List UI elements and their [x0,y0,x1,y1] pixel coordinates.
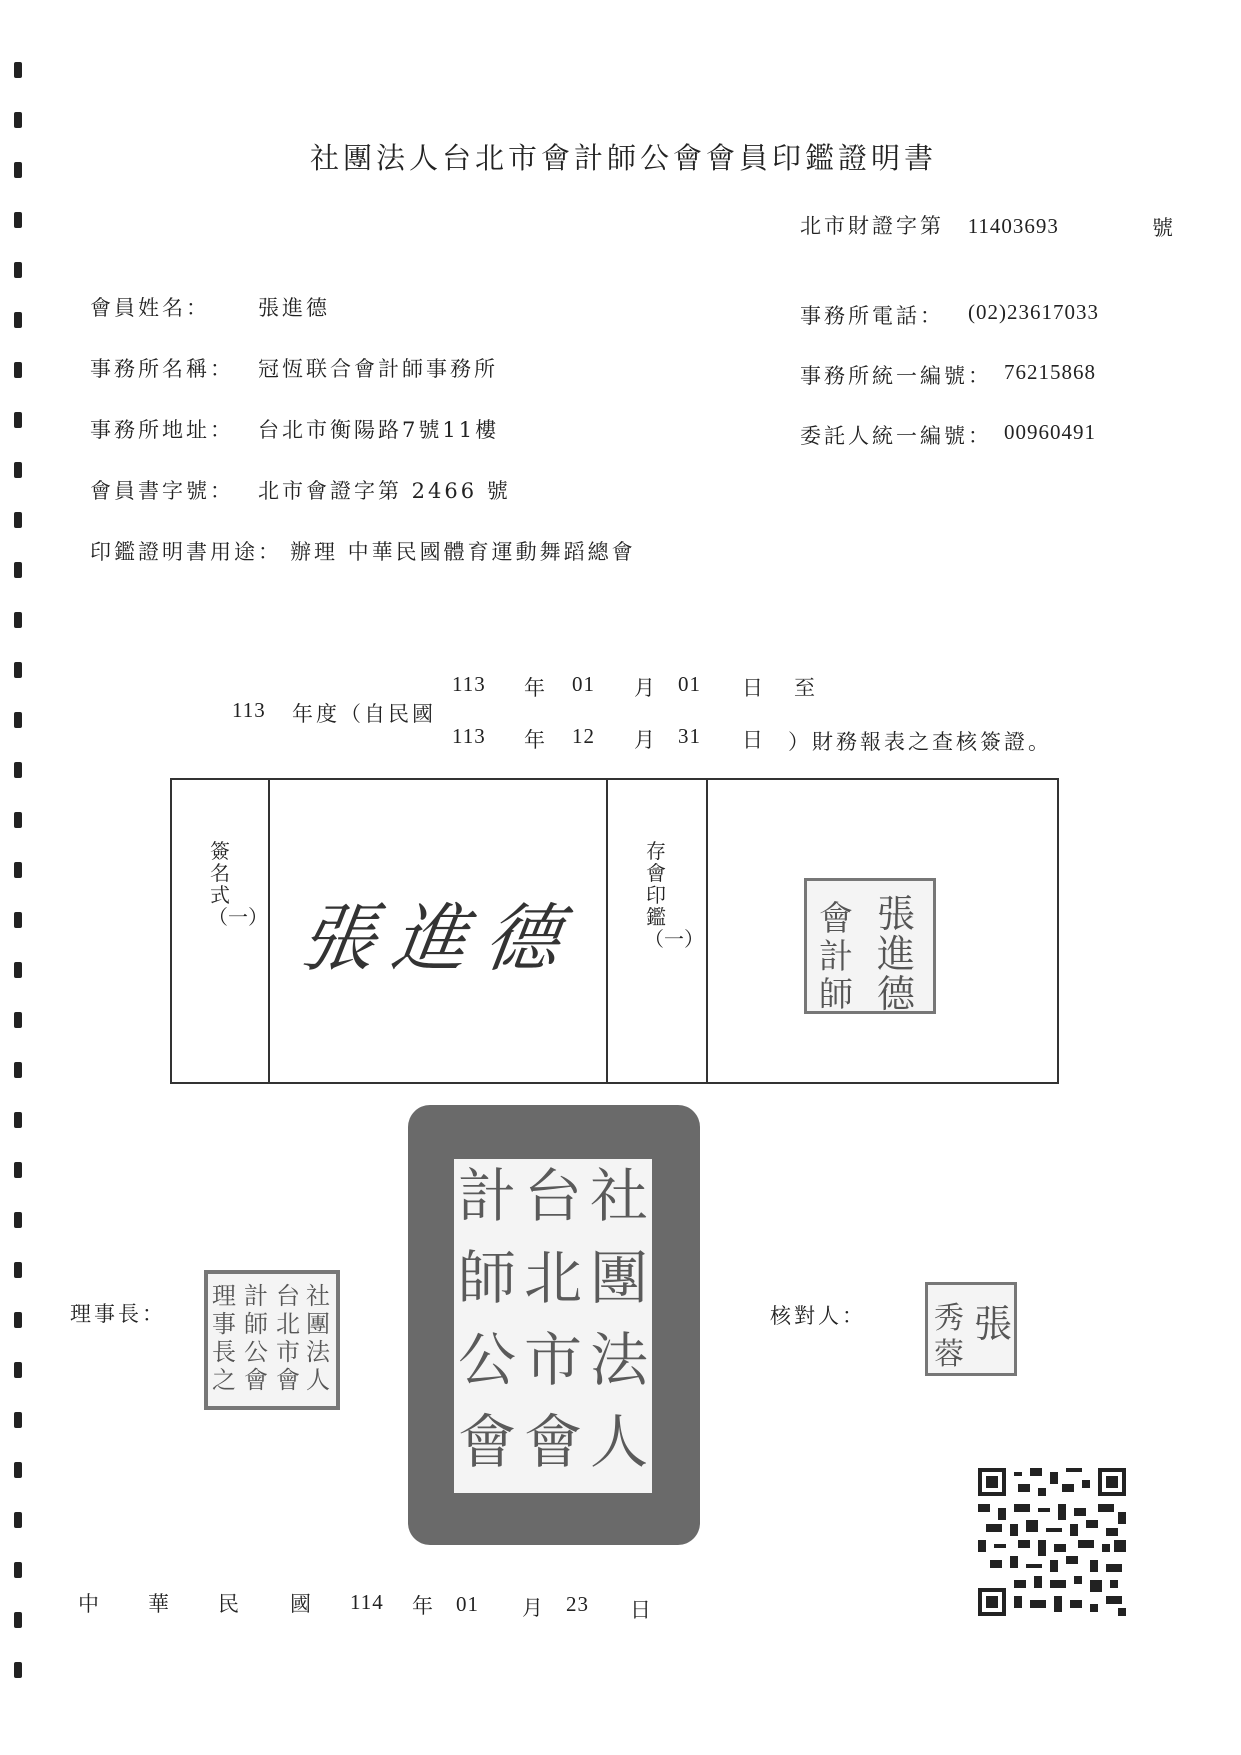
seal-char: 理 [212,1282,236,1310]
member-name-value: 張進德 [258,296,330,320]
cert-number-row [800,210,1059,240]
era-char: 中 [78,1592,102,1616]
period-to-year-unit: 年 [524,728,548,752]
seal-char: 團 [306,1310,330,1338]
seal-char: 長 [212,1338,236,1366]
seal-char: 師 [244,1310,268,1338]
client-tax-id-value: 00960491 [1004,420,1096,444]
seal-char: 社 [306,1282,330,1310]
period-from-month: 01 [572,672,595,696]
period-from-year-unit: 年 [524,676,548,700]
seal-char: 進 [877,932,916,976]
association-seal [408,1105,700,1545]
purpose-label: 印鑑證明書用途： [90,540,282,564]
period-to-month: 12 [572,724,595,748]
seal-char: 德 [877,972,916,1016]
seal-char: 人 [589,1408,648,1476]
signature-table [170,778,1059,1084]
seal-char: 會 [819,899,853,939]
seal-char: 法 [589,1326,648,1394]
seal-char: 會 [523,1408,582,1476]
checker-seal [925,1282,1017,1376]
seal-char: 團 [589,1244,648,1312]
seal-char: 蓉 [934,1337,964,1372]
seal-char: 社 [589,1162,648,1230]
seal-char: 會 [457,1408,516,1476]
seal-char: 計 [819,937,853,977]
date-day-unit: 日 [630,1598,654,1622]
seal-char: 事 [212,1310,236,1338]
seal-char: 市 [523,1326,582,1394]
seal-char: 張 [974,1302,1013,1346]
firm-name-value: 冠恆联合會計師事務所 [258,357,498,381]
era-char: 國 [290,1592,314,1616]
fiscal-year: 113 [232,698,266,722]
period-from-month-unit: 月 [634,676,658,700]
seal-char: 台 [523,1162,582,1230]
seal-char: 秀 [934,1301,964,1336]
member-name-label: 會員姓名： [90,296,210,320]
client-tax-id-label: 委託人統一編號： [800,424,992,448]
member-cert-value: 北市會證字第 2466 號 [258,479,511,503]
firm-tax-id-label: 事務所統一編號： [800,364,992,388]
firm-phone-label: 事務所電話： [800,304,944,328]
seal-char: 人 [306,1366,330,1394]
chairman-seal [204,1270,340,1410]
fiscal-year-label: 年度（自民國 [292,702,436,726]
qr-code-icon [978,1468,1126,1616]
checker-label: 核對人： [770,1304,866,1328]
date-day: 23 [566,1592,589,1616]
period-to-word: 至 [794,676,818,700]
firm-address-label: 事務所地址： [90,418,234,442]
seal-char: 會 [276,1366,300,1394]
seal-char: 北 [523,1244,582,1312]
period-closing: ）財務報表之查核簽證。 [788,730,1052,754]
seal-char: 師 [457,1244,516,1312]
seal-char: 公 [244,1338,268,1366]
era-char: 華 [148,1592,172,1616]
period-to-month-unit: 月 [634,728,658,752]
seal-char: 之 [212,1366,236,1394]
seal-char: 公 [457,1326,516,1394]
period-from-day-unit: 日 [742,676,766,700]
period-from-year: 113 [452,672,486,696]
seal-char: 師 [819,975,853,1015]
era-char: 民 [218,1592,242,1616]
association-seal-inner [454,1159,652,1493]
document-title: 社團法人台北市會計師公會會員印鑑證明書 [310,141,938,175]
date-year: 114 [350,1590,384,1614]
cert-number-prefix: 北市財證字第 [800,214,944,238]
purpose-value: 辦理 中華民國體育運動舞蹈總會 [290,540,636,564]
seal-label: 存會印鑑（一） [644,839,704,951]
table-divider [706,780,708,1082]
chairman-label: 理事長： [70,1302,166,1326]
cert-number-suffix: 號 [1152,216,1176,240]
table-divider [268,780,270,1082]
period-to-year: 113 [452,724,486,748]
seal-char: 張 [877,892,916,936]
seal-char: 北 [276,1310,300,1338]
seal-char: 會 [244,1366,268,1394]
date-year-unit: 年 [412,1594,436,1618]
date-month-unit: 月 [522,1596,546,1620]
period-from-day: 01 [678,672,701,696]
signature-label: 簽名式（一） [208,839,268,929]
member-cert-label: 會員書字號： [90,479,234,503]
seal-char: 市 [276,1338,300,1366]
seal-char: 法 [306,1338,330,1366]
period-to-day: 31 [678,724,701,748]
seal-char: 計 [457,1162,516,1230]
seal-char: 台 [276,1282,300,1310]
table-divider [606,780,608,1082]
cert-number: 11403693 [967,214,1059,238]
firm-phone-value: (02)23617033 [968,300,1099,324]
firm-name-label: 事務所名稱： [90,357,234,381]
member-seal [804,878,936,1014]
handwritten-signature: 張進德 [295,896,584,982]
firm-tax-id-value: 76215868 [1004,360,1096,384]
firm-address-value: 台北市衡陽路7號11樓 [258,418,500,442]
seal-char: 計 [244,1282,268,1310]
period-to-day-unit: 日 [742,728,766,752]
date-month: 01 [456,1592,479,1616]
